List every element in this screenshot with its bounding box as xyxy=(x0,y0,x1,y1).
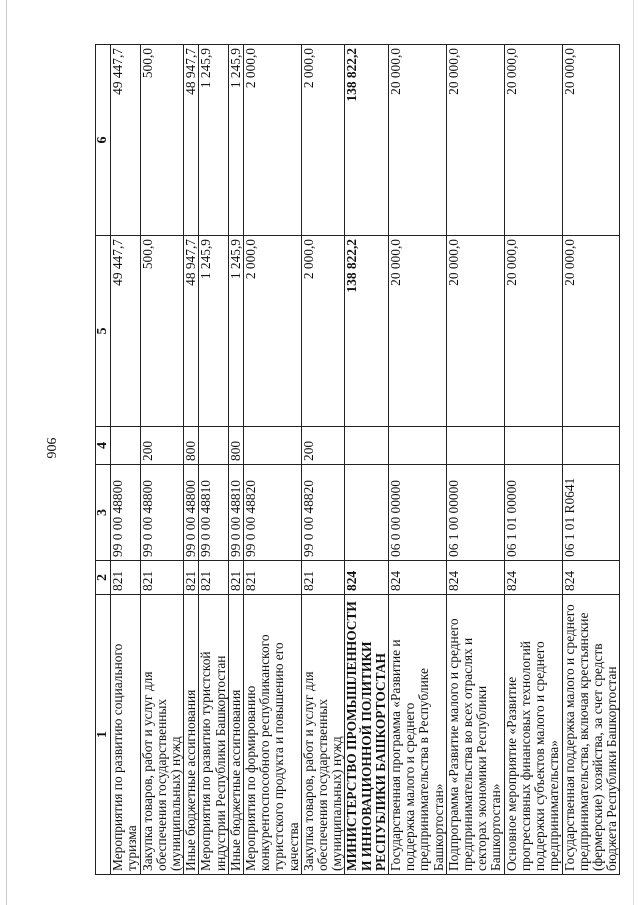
amount-col6-cell: 500,0 xyxy=(140,45,184,236)
expense-type-cell: 800 xyxy=(228,427,243,465)
target-code-cell: 99 0 00 48800 xyxy=(140,465,184,561)
amount-col6-cell: 48 947,7 xyxy=(184,45,199,236)
scan-edge-right xyxy=(633,0,634,905)
ministry-code-cell: 821 xyxy=(199,561,228,595)
row-name-cell: Государственная поддержка малого и среднего предпринимательства, включая крестьянские (фермерские) хозяйства, за счет средств бюджета Республики Башкортостан xyxy=(562,595,620,875)
target-code-cell: 99 0 00 48800 xyxy=(184,465,199,561)
table-row xyxy=(199,45,228,875)
header-col-1: 1 xyxy=(96,595,111,875)
target-code-cell: 06 0 00 00000 xyxy=(389,465,447,561)
target-code-cell xyxy=(345,465,389,561)
row-name-cell: Основное мероприятие «Развитие прогрессивных финансовых технологий поддержки субъектов малого и среднего предпринимательства» xyxy=(504,595,562,875)
expense-type-cell xyxy=(199,427,228,465)
amount-col6-cell: 138 822,2 xyxy=(345,45,389,236)
row-name-cell: МИНИСТЕРСТВО ПРОМЫШЛЕННОСТИ И ИННОВАЦИОННОЙ ПОЛИТИКИ РЕСПУБЛИКИ БАШКОРТОСТАН xyxy=(345,595,389,875)
table-header-row xyxy=(96,45,111,875)
ministry-code-cell: 821 xyxy=(184,561,199,595)
amount-col6-cell: 2 000,0 xyxy=(301,45,345,236)
scan-edge-left xyxy=(6,0,7,905)
row-name-cell: Закупка товаров, работ и услуг для обеспечения государственных (муниципальных) нужд xyxy=(301,595,345,875)
budget-table-container xyxy=(95,45,620,875)
target-code-cell: 99 0 00 48820 xyxy=(301,465,345,561)
amount-col6-cell: 20 000,0 xyxy=(446,45,504,236)
table-row xyxy=(228,45,243,875)
expense-type-cell xyxy=(389,427,447,465)
ministry-code-cell: 821 xyxy=(301,561,345,595)
header-col-4: 4 xyxy=(96,427,111,465)
table-row xyxy=(140,45,184,875)
ministry-code-cell: 824 xyxy=(562,561,620,595)
amount-col5-cell: 49 447,7 xyxy=(111,236,140,427)
amount-col6-cell: 1 245,9 xyxy=(228,45,243,236)
table-row xyxy=(446,45,504,875)
expense-type-cell: 200 xyxy=(301,427,345,465)
target-code-cell: 06 1 01 R0641 xyxy=(562,465,620,561)
row-name-cell: Иные бюджетные ассигнования xyxy=(184,595,199,875)
amount-col5-cell: 1 245,9 xyxy=(228,236,243,427)
expense-type-cell xyxy=(244,427,302,465)
expense-type-cell xyxy=(562,427,620,465)
table-row xyxy=(111,45,140,875)
header-col-5: 5 xyxy=(96,236,111,427)
amount-col5-cell: 20 000,0 xyxy=(446,236,504,427)
target-code-cell: 99 0 00 48820 xyxy=(244,465,302,561)
target-code-cell: 06 1 01 00000 xyxy=(504,465,562,561)
expense-type-cell: 200 xyxy=(140,427,184,465)
table-row xyxy=(562,45,620,875)
header-col-2: 2 xyxy=(96,561,111,595)
table-row xyxy=(345,45,389,875)
target-code-cell: 99 0 00 48810 xyxy=(228,465,243,561)
row-name-cell: Государственная программа «Развитие и поддержка малого и среднего предпринимательства в Республике Башкортостан» xyxy=(389,595,447,875)
page-number: 906 xyxy=(43,437,58,459)
row-name-cell: Закупка товаров, работ и услуг для обеспечения государственных (муниципальных) нужд xyxy=(140,595,184,875)
target-code-cell: 99 0 00 48800 xyxy=(111,465,140,561)
amount-col6-cell: 1 245,9 xyxy=(199,45,228,236)
amount-col6-cell: 20 000,0 xyxy=(562,45,620,236)
ministry-code-cell: 821 xyxy=(111,561,140,595)
row-name-cell: Мероприятия по развитию туристской индустрии Республики Башкортостан xyxy=(199,595,228,875)
ministry-code-cell: 824 xyxy=(389,561,447,595)
expense-type-cell xyxy=(504,427,562,465)
ministry-code-cell: 824 xyxy=(345,561,389,595)
budget-table xyxy=(95,44,620,875)
table-row xyxy=(389,45,447,875)
amount-col5-cell: 138 822,2 xyxy=(345,236,389,427)
amount-col5-cell: 500,0 xyxy=(140,236,184,427)
header-col-6: 6 xyxy=(96,45,111,236)
ministry-code-cell: 821 xyxy=(228,561,243,595)
amount-col5-cell: 1 245,9 xyxy=(199,236,228,427)
row-name-cell: Мероприятия по формированию конкурентоспособного республиканского туристского продукта и повышению его качества xyxy=(244,595,302,875)
amount-col6-cell: 2 000,0 xyxy=(244,45,302,236)
ministry-code-cell: 824 xyxy=(504,561,562,595)
amount-col6-cell: 20 000,0 xyxy=(389,45,447,236)
amount-col5-cell: 2 000,0 xyxy=(301,236,345,427)
row-name-cell: Мероприятия по развитию социального туризма xyxy=(111,595,140,875)
amount-col5-cell: 2 000,0 xyxy=(244,236,302,427)
expense-type-cell xyxy=(446,427,504,465)
amount-col5-cell: 20 000,0 xyxy=(389,236,447,427)
ministry-code-cell: 821 xyxy=(140,561,184,595)
ministry-code-cell: 824 xyxy=(446,561,504,595)
amount-col5-cell: 20 000,0 xyxy=(562,236,620,427)
target-code-cell: 99 0 00 48810 xyxy=(199,465,228,561)
amount-col5-cell: 20 000,0 xyxy=(504,236,562,427)
expense-type-cell: 800 xyxy=(184,427,199,465)
table-row xyxy=(184,45,199,875)
amount-col6-cell: 20 000,0 xyxy=(504,45,562,236)
header-col-3: 3 xyxy=(96,465,111,561)
target-code-cell: 06 1 00 00000 xyxy=(446,465,504,561)
row-name-cell: Иные бюджетные ассигнования xyxy=(228,595,243,875)
table-row xyxy=(504,45,562,875)
table-row xyxy=(301,45,345,875)
expense-type-cell xyxy=(345,427,389,465)
ministry-code-cell: 821 xyxy=(244,561,302,595)
amount-col5-cell: 48 947,7 xyxy=(184,236,199,427)
row-name-cell: Подпрограмма «Развитие малого и среднего предпринимательства во всех отраслях и секторах экономики Республики Башкортостан» xyxy=(446,595,504,875)
table-row xyxy=(244,45,302,875)
amount-col6-cell: 49 447,7 xyxy=(111,45,140,236)
expense-type-cell xyxy=(111,427,140,465)
